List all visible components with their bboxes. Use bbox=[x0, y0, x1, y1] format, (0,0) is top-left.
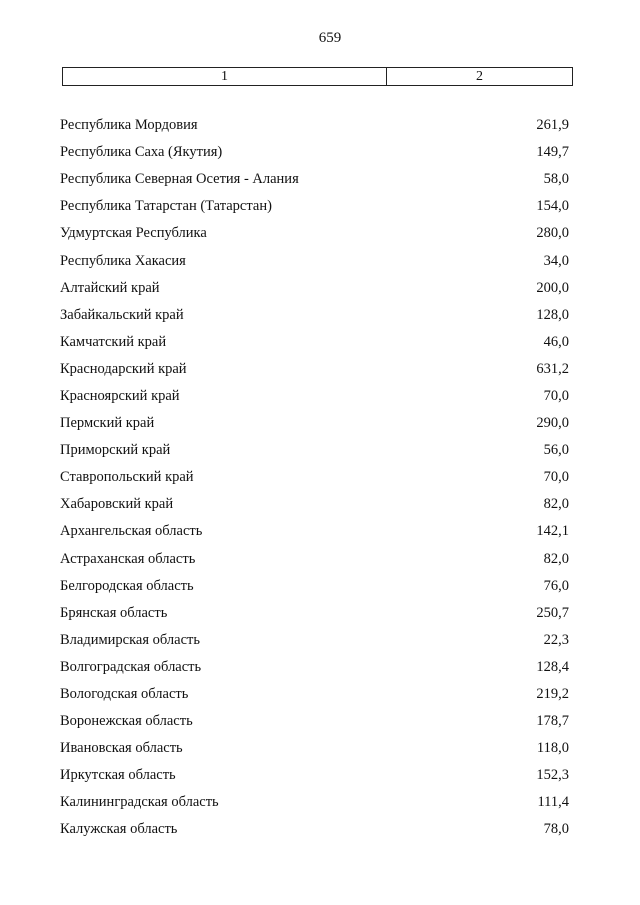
region-name: Забайкальский край bbox=[60, 306, 184, 323]
region-name: Вологодская область bbox=[60, 686, 189, 703]
region-value: 128,0 bbox=[536, 306, 569, 323]
region-value: 34,0 bbox=[543, 252, 569, 269]
region-value: 261,9 bbox=[536, 117, 569, 134]
region-value: 118,0 bbox=[536, 740, 569, 757]
table-row bbox=[60, 518, 569, 545]
table-row bbox=[60, 789, 569, 816]
region-value: 70,0 bbox=[543, 387, 569, 404]
region-name: Калужская область bbox=[60, 821, 178, 838]
table-row bbox=[60, 816, 569, 843]
table-row bbox=[60, 356, 569, 383]
region-name: Ставропольский край bbox=[60, 469, 194, 486]
table-row bbox=[60, 302, 569, 329]
region-name: Республика Саха (Якутия) bbox=[60, 144, 223, 161]
table-row bbox=[60, 220, 569, 247]
table-row bbox=[60, 410, 569, 437]
region-name: Архангельская область bbox=[60, 523, 203, 540]
region-value: 76,0 bbox=[543, 577, 569, 594]
region-name: Владимирская область bbox=[60, 631, 200, 648]
region-value: 128,4 bbox=[536, 658, 569, 675]
region-value: 70,0 bbox=[543, 469, 569, 486]
region-name: Камчатский край bbox=[60, 333, 167, 350]
page-number: 659 bbox=[318, 30, 342, 46]
region-name: Воронежская область bbox=[60, 713, 193, 730]
table-row bbox=[60, 275, 569, 302]
region-name: Хабаровский край bbox=[60, 496, 174, 513]
region-name: Пермский край bbox=[60, 415, 155, 432]
region-name: Республика Татарстан (Татарстан) bbox=[60, 198, 272, 215]
table-row bbox=[60, 627, 569, 654]
region-value: 46,0 bbox=[543, 333, 569, 350]
table-row bbox=[60, 139, 569, 166]
region-value: 142,1 bbox=[536, 523, 569, 540]
region-name: Красноярский край bbox=[60, 387, 180, 404]
table-row bbox=[60, 600, 569, 627]
region-value: 82,0 bbox=[543, 550, 569, 567]
region-value: 178,7 bbox=[536, 713, 569, 730]
table-row bbox=[60, 735, 569, 762]
region-value: 631,2 bbox=[536, 360, 569, 377]
table-body bbox=[60, 112, 569, 844]
table-row bbox=[60, 681, 569, 708]
table-header bbox=[62, 67, 573, 86]
table-row bbox=[60, 247, 569, 274]
region-name: Ивановская область bbox=[60, 740, 183, 757]
header-column-2: 2 bbox=[476, 69, 483, 84]
table-row bbox=[60, 708, 569, 735]
region-name: Иркутская область bbox=[60, 767, 176, 784]
region-value: 56,0 bbox=[543, 442, 569, 459]
table-row bbox=[60, 491, 569, 518]
region-name: Брянская область bbox=[60, 604, 168, 621]
header-column-1: 1 bbox=[63, 68, 387, 85]
region-value: 149,7 bbox=[536, 144, 569, 161]
region-name: Астраханская область bbox=[60, 550, 196, 567]
region-name: Волгоградская область bbox=[60, 658, 202, 675]
region-name: Республика Мордовия bbox=[60, 117, 198, 134]
region-name: Республика Северная Осетия - Алания bbox=[60, 171, 299, 188]
region-value: 82,0 bbox=[543, 496, 569, 513]
table-row bbox=[60, 654, 569, 681]
region-name: Приморский край bbox=[60, 442, 171, 459]
region-value: 290,0 bbox=[536, 415, 569, 432]
region-name: Краснодарский край bbox=[60, 360, 187, 377]
region-value: 58,0 bbox=[543, 171, 569, 188]
region-name: Удмуртская Республика bbox=[60, 225, 207, 242]
region-value: 200,0 bbox=[536, 279, 569, 296]
region-value: 78,0 bbox=[543, 821, 569, 838]
table-row bbox=[60, 464, 569, 491]
region-name: Алтайский край bbox=[60, 279, 160, 296]
table-row bbox=[60, 762, 569, 789]
table-row bbox=[60, 383, 569, 410]
region-value: 250,7 bbox=[536, 604, 569, 621]
table-row bbox=[60, 193, 569, 220]
table-row bbox=[60, 437, 569, 464]
region-value: 280,0 bbox=[536, 225, 569, 242]
region-value: 219,2 bbox=[536, 686, 569, 703]
table-row bbox=[60, 329, 569, 356]
region-value: 152,3 bbox=[536, 767, 569, 784]
region-name: Белгородская область bbox=[60, 577, 194, 594]
region-value: 111,4 bbox=[537, 794, 569, 811]
table-row bbox=[60, 573, 569, 600]
region-value: 154,0 bbox=[536, 198, 569, 215]
table-row bbox=[60, 166, 569, 193]
table-row bbox=[60, 112, 569, 139]
region-value: 22,3 bbox=[543, 631, 569, 648]
region-name: Республика Хакасия bbox=[60, 252, 186, 269]
region-name: Калининградская область bbox=[60, 794, 219, 811]
table-row bbox=[60, 546, 569, 573]
